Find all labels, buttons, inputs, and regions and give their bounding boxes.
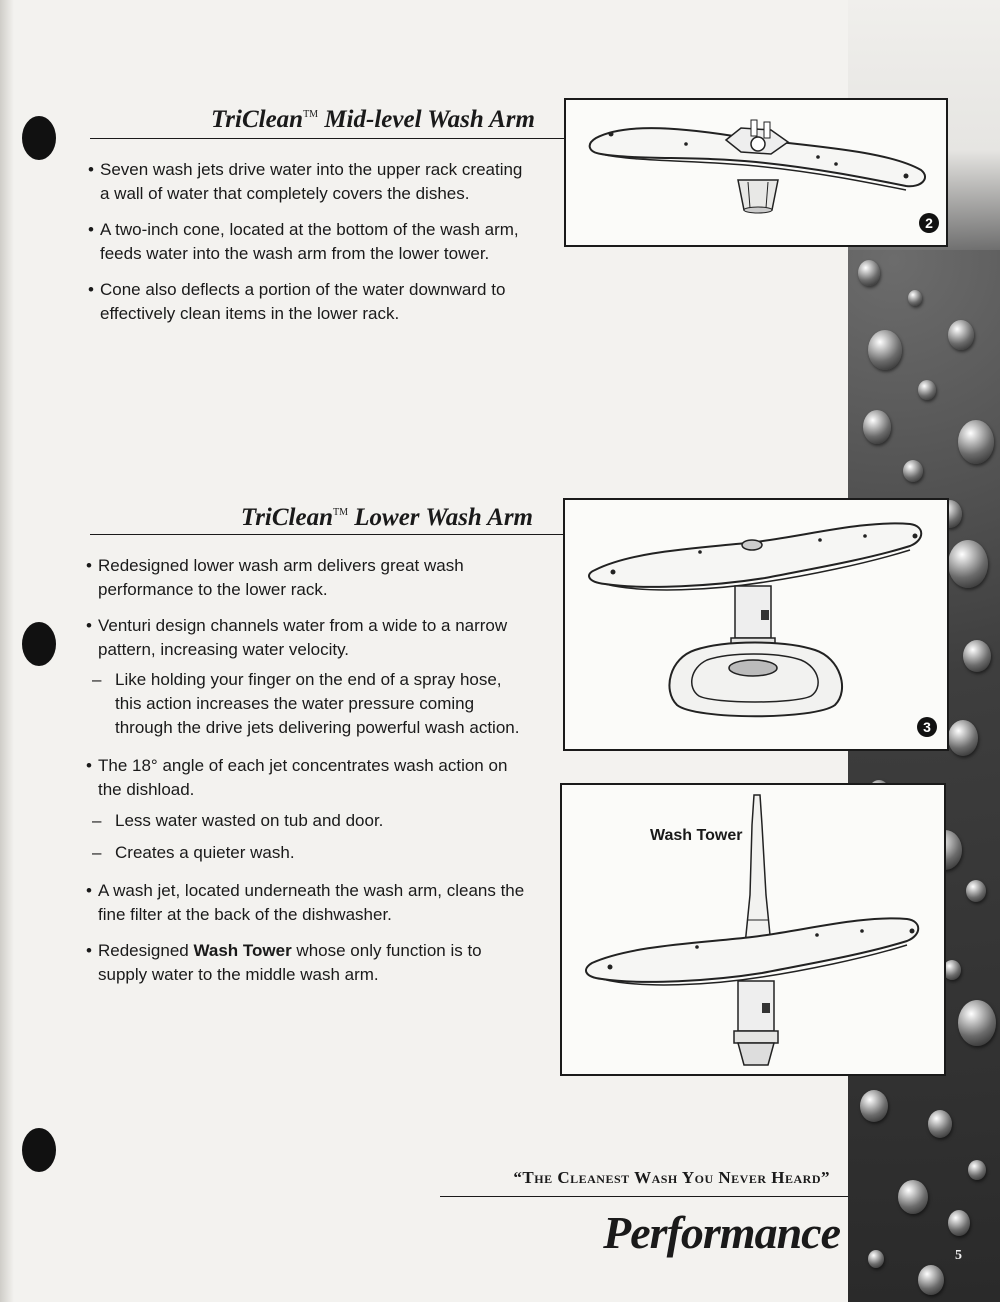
list-item: • Redesigned lower wash arm delivers great wash performance to the lower rack.: [86, 554, 531, 602]
sub-list-item: – Less water wasted on tub and door.: [92, 809, 531, 833]
tagline: “The Cleanest Wash You Never Heard”: [513, 1168, 830, 1187]
list-item: • Cone also deflects a portion of the water downward to effectively clean items in the lower rack.: [88, 278, 528, 326]
list-item: • The 18° angle of each jet concentrates wash action on the dishload.: [86, 754, 531, 802]
list-item: • A two-inch cone, located at the bottom of the wash arm, feeds water into the wash arm from the lower tower.: [88, 218, 528, 266]
figure-number-badge: 2: [919, 213, 939, 233]
list-item: • A wash jet, located underneath the wash arm, cleans the fine filter at the back of the dishwasher.: [86, 879, 531, 927]
sub-list-item: – Creates a quieter wash.: [92, 841, 531, 865]
wash-tower-figure: [560, 783, 946, 1076]
figure-number-badge: 3: [917, 717, 937, 737]
wash-tower-illustration: [562, 785, 944, 1074]
list-item: • Venturi design channels water from a wide to a narrow pattern, increasing water velocity.: [86, 614, 531, 662]
footer-rule: [440, 1196, 848, 1197]
binder-hole-middle: [22, 622, 56, 666]
mid-level-wash-arm-figure: [564, 98, 948, 247]
wash-tower-label: Wash Tower: [650, 827, 743, 844]
section-name-performance: Performance: [603, 1207, 840, 1258]
binder-hole-top: [22, 116, 56, 160]
heading-rule: [90, 534, 564, 535]
sub-list-item: – Like holding your finger on the end of a spray hose, this action increases the water pressure coming through the drive jets delivering powerful wash action.: [92, 668, 531, 740]
lower-wash-arm-illustration: [565, 500, 947, 749]
lower-wash-arm-bullet-list: [86, 554, 531, 999]
heading-rule: [90, 138, 565, 139]
list-item: • Redesigned Wash Tower whose only function is to supply water to the middle wash arm.: [86, 939, 531, 987]
mid-level-wash-arm-heading: TriClean™ Mid-level Wash Arm: [210, 106, 535, 133]
page-number: 5: [955, 1248, 962, 1263]
lower-wash-arm-figure: [563, 498, 949, 751]
binder-hole-bottom: [22, 1128, 56, 1172]
mid-level-wash-arm-illustration: [566, 100, 946, 245]
page-edge-shadow: [0, 0, 14, 1302]
lower-wash-arm-heading: TriClean™ Lower Wash Arm: [240, 504, 533, 531]
list-item: • Seven wash jets drive water into the upper rack creating a wall of water that completely covers the dishes.: [88, 158, 528, 206]
mid-level-bullet-list: [88, 158, 528, 338]
